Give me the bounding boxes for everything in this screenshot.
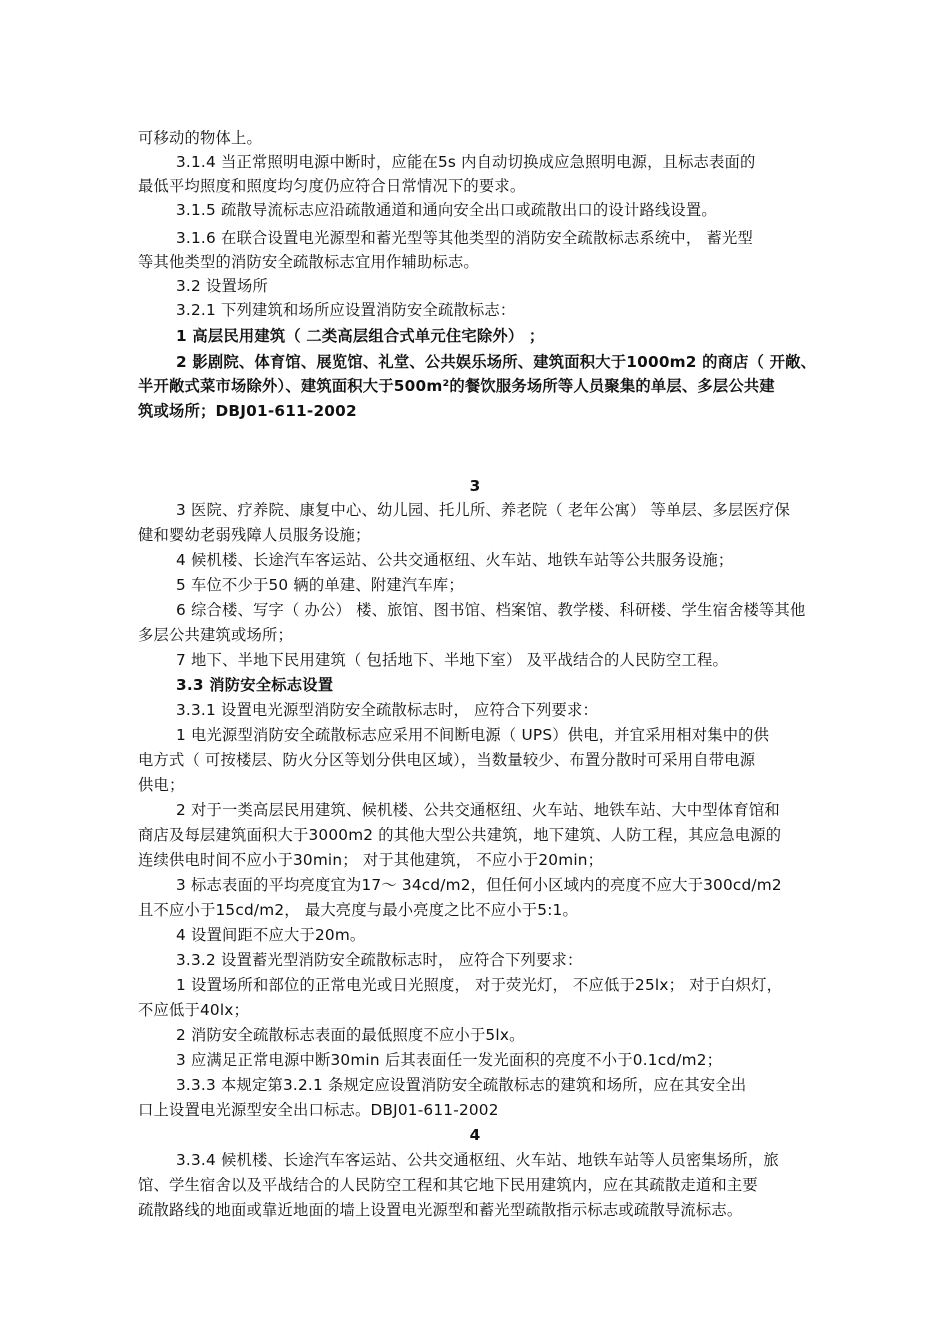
text-line: 3 医院、疗养院、康复中心、幼儿园、托儿所、养老院（ 老年公寓） 等单层、多层医疗保 bbox=[176, 501, 791, 519]
text-line-bold: 半开敞式菜市场除外）、建筑面积大于500m²的餐饮服务场所等人员聚集的单层、多层公共建 bbox=[138, 377, 775, 395]
text-line: 连续供电时间不应小于30min； 对于其他建筑， 不应小于20min； bbox=[138, 851, 604, 869]
text-line: 2 消防安全疏散标志表面的最低照度不应小于5lx。 bbox=[176, 1026, 525, 1044]
text-line: 健和婴幼老弱残障人员服务设施； bbox=[138, 526, 371, 544]
text-line: 4 候机楼、长途汽车客运站、公共交通枢纽、火车站、地铁车站等公共服务设施； bbox=[176, 551, 734, 569]
text-line: 5 车位不少于50 辆的单建、附建汽车库； bbox=[176, 576, 464, 594]
text-line: 3.3.4 候机楼、长途汽车客运站、公共交通枢纽、火车站、地铁车站等人员密集场所，旅 bbox=[176, 1151, 779, 1169]
text-line-bold: 2 影剧院、体育馆、展览馆、礼堂、公共娱乐场所、建筑面积大于1000m2 的商店（ 开敞、 bbox=[176, 353, 817, 371]
text-line: 3.3.2 设置蓄光型消防安全疏散标志时， 应符合下列要求： bbox=[176, 951, 583, 969]
text-line: 1 电光源型消防安全疏散标志应采用不间断电源（ UPS）供电，并宜采用相对集中的供 bbox=[176, 726, 770, 744]
text-line: 2 对于一类高层民用建筑、候机楼、公共交通枢纽、火车站、地铁车站、大中型体育馆和 bbox=[176, 801, 780, 819]
text-line: 最低平均照度和照度均匀度仍应符合日常情况下的要求。 bbox=[138, 177, 526, 195]
text-line: 不应低于40lx； bbox=[138, 1001, 250, 1019]
section-heading: 3.3 消防安全标志设置 bbox=[176, 676, 334, 694]
page-number: 3 bbox=[469, 477, 481, 495]
text-line: 3.1.6 在联合设置电光源型和蓄光型等其他类型的消防安全疏散标志系统中， 蓄光型 bbox=[176, 229, 753, 247]
text-line: 6 综合楼、写字（ 办公） 楼、旅馆、图书馆、档案馆、教学楼、科研楼、学生宿舍楼等其他 bbox=[176, 601, 806, 619]
text-line: 3.2.1 下列建筑和场所应设置消防安全疏散标志： bbox=[176, 301, 516, 319]
text-line: 商店及每层建筑面积大于3000m2 的其他大型公共建筑，地下建筑、人防工程，其应急电源的 bbox=[138, 826, 782, 844]
text-line: 口上设置电光源型安全出口标志。DBJ01-611-2002 bbox=[138, 1101, 499, 1119]
text-line: 馆、学生宿舍以及平战结合的人民防空工程和其它地下民用建筑内，应在其疏散走道和主要 bbox=[138, 1176, 758, 1194]
page-number: 4 bbox=[469, 1126, 481, 1144]
text-line: 且不应小于15cd/m2， 最大亮度与最小亮度之比不应小于5:1。 bbox=[138, 901, 578, 919]
text-line: 1 设置场所和部位的正常电光或日光照度， 对于荧光灯， 不应低于25lx； 对于白炽灯， bbox=[176, 976, 783, 994]
text-line: 供电； bbox=[138, 776, 185, 794]
text-line: 3.3.1 设置电光源型消防安全疏散标志时， 应符合下列要求： bbox=[176, 701, 598, 719]
text-line: 4 设置间距不应大于20m。 bbox=[176, 926, 366, 944]
text-line: 多层公共建筑或场所； bbox=[138, 626, 293, 644]
text-line: 3.1.4 当正常照明电源中断时，应能在5s 内自动切换成应急照明电源，且标志表面的 bbox=[176, 153, 756, 171]
text-line: 可移动的物体上。 bbox=[138, 129, 262, 147]
text-line: 3.1.5 疏散导流标志应沿疏散通道和通向安全出口或疏散出口的设计路线设置。 bbox=[176, 201, 717, 219]
text-line: 3.3.3 本规定第3.2.1 条规定应设置消防安全疏散标志的建筑和场所，应在其安全出 bbox=[176, 1076, 747, 1094]
section-heading: 3.2 设置场所 bbox=[176, 277, 268, 295]
text-line: 疏散路线的地面或靠近地面的墙上设置电光源型和蓄光型疏散指示标志或疏散导流标志。 bbox=[138, 1201, 743, 1219]
text-line-bold: 筑或场所；DBJ01-611-2002 bbox=[138, 402, 357, 420]
text-line: 7 地下、半地下民用建筑（ 包括地下、半地下室） 及平战结合的人民防空工程。 bbox=[176, 651, 729, 669]
text-line: 3 标志表面的平均亮度宜为17～ 34cd/m2，但任何小区域内的亮度不应大于300cd/m2 bbox=[176, 876, 782, 894]
text-line: 3 应满足正常电源中断30min 后其表面任一发光面积的亮度不小于0.1cd/m2； bbox=[176, 1051, 723, 1069]
text-line: 等其他类型的消防安全疏散标志宜用作辅助标志。 bbox=[138, 253, 479, 271]
text-line: 电方式（ 可按楼层、防火分区等划分供电区域），当数量较少、布置分散时可采用自带电源 bbox=[138, 751, 756, 769]
text-line-bold: 1 高层民用建筑（ 二类高层组合式单元住宅除外） ； bbox=[176, 327, 545, 345]
